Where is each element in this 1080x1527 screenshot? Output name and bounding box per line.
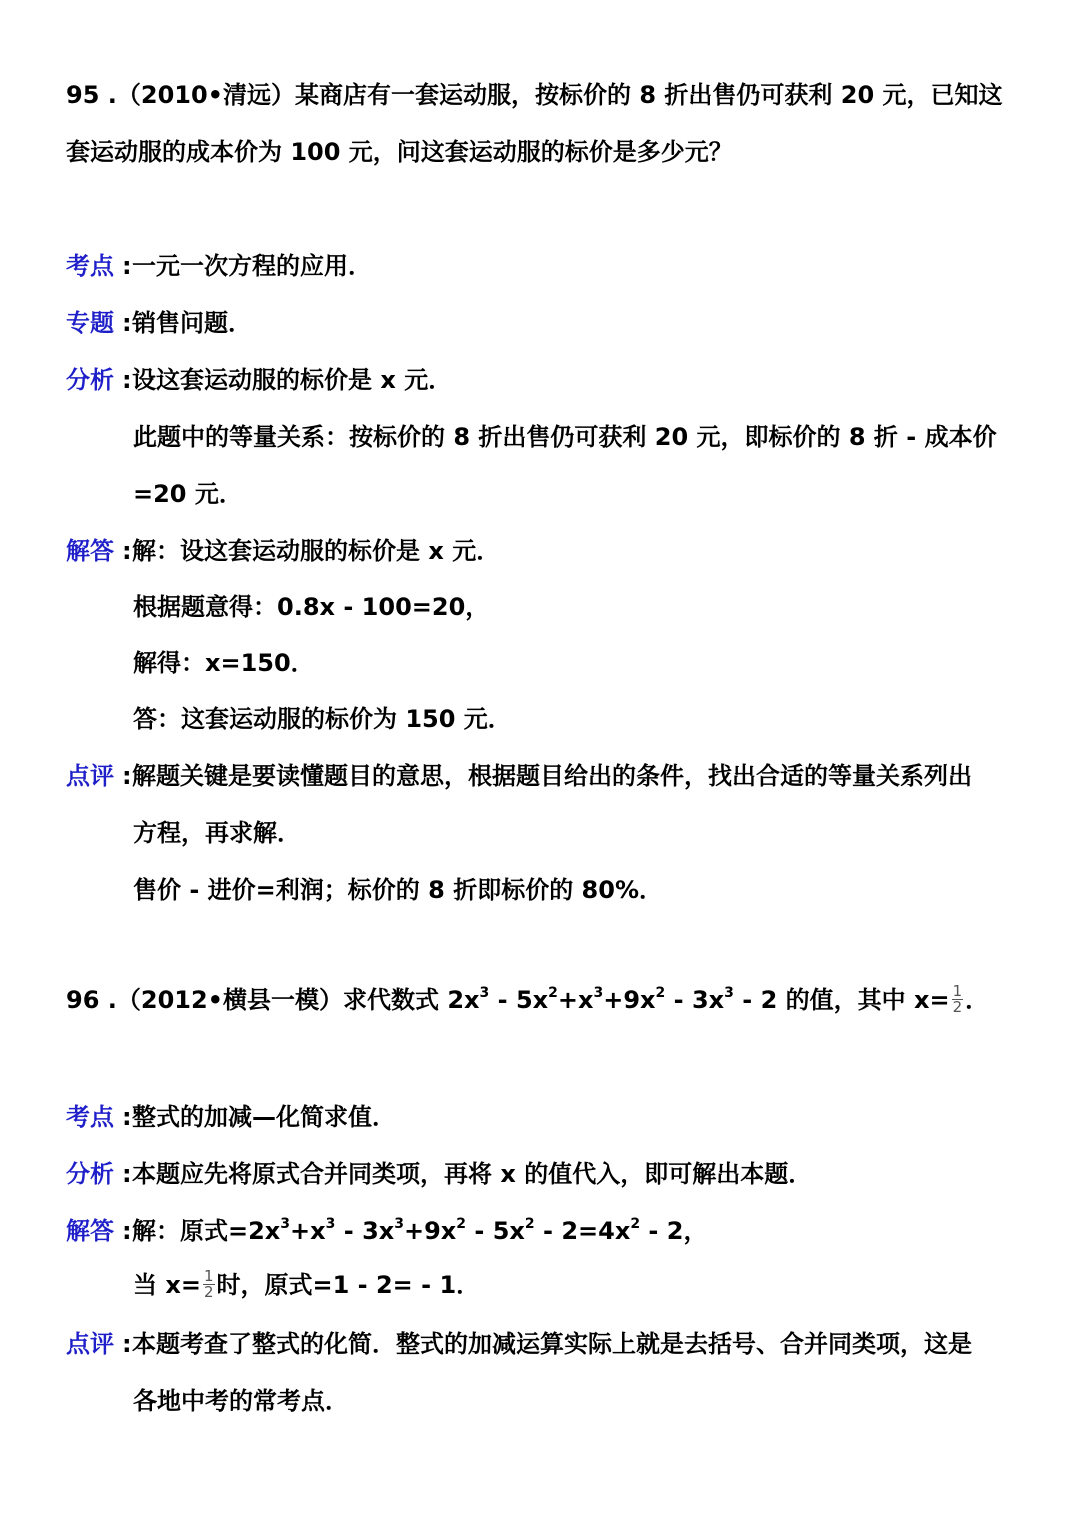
dianping-text: 解题关键是要读懂题目的意思，根据题目给出的条件，找出合适的等量关系列出 xyxy=(132,762,972,790)
q95-jieda-line-3: 解得：x=150． xyxy=(133,649,315,677)
fenxi-text: 设这套运动服的标价是 x 元． xyxy=(132,366,453,394)
zhuanti-label: 专题 xyxy=(66,309,114,337)
jieda-label: 解答 xyxy=(66,1217,114,1245)
kaodian-text: 整式的加减—化简求值． xyxy=(132,1103,396,1131)
q95-jieda-row: 解答 :解：设这套运动服的标价是 x 元． xyxy=(66,534,500,568)
dianping-label: 点评 xyxy=(66,1330,114,1358)
dianping-label: 点评 xyxy=(66,762,114,790)
q95-jieda-line-4: 答：这套运动服的标价为 150 元． xyxy=(133,705,512,733)
q95-dianping-line-3: 售价 - 进价=利润；标价的 8 折即标价的 80%． xyxy=(133,876,663,904)
fenxi-label: 分析 xyxy=(66,366,114,394)
q95-dianping-line-2: 方程，再求解． xyxy=(133,819,301,847)
q95-statement-line-2: 套运动服的成本价为 100 元，问这套运动服的标价是多少元？ xyxy=(66,138,733,166)
q96-dianping-row: 点评 :本题考查了整式的化简．整式的加减运算实际上就是去括号、合并同类项，这是 xyxy=(66,1327,972,1361)
fenxi-text: 本题应先将原式合并同类项，再将 x 的值代入，即可解出本题． xyxy=(132,1160,813,1188)
q96-dianping-line-2: 各地中考的常考点． xyxy=(133,1387,349,1415)
q95-dianping-row: 点评 :解题关键是要读懂题目的意思，根据题目给出的条件，找出合适的等量关系列出 xyxy=(66,759,972,793)
kaodian-text: 一元一次方程的应用． xyxy=(132,252,372,280)
fraction-one-half: $\frac{1}{2}$ xyxy=(203,1266,214,1301)
q95-jieda-line-2: 根据题意得：0.8x - 100=20， xyxy=(133,593,490,621)
jieda-label: 解答 xyxy=(66,537,114,565)
zhuanti-text: 销售问题． xyxy=(132,309,252,337)
q96-fenxi-row: 分析 :本题应先将原式合并同类项，再将 x 的值代入，即可解出本题． xyxy=(66,1157,812,1191)
q95-kaodian-row: 考点 :一元一次方程的应用． xyxy=(66,249,372,283)
kaodian-label: 考点 xyxy=(66,252,114,280)
q96-jieda-row: 解答 :解：原式$=2x^3+x^3 - 3x^3+9x^2 - 5x^2 - 2=4x^2 - 2$， xyxy=(66,1214,707,1248)
fraction-one-half: $\frac{1}{2}$ xyxy=(952,981,963,1016)
q96-kaodian-row: 考点 :整式的加减—化简求值． xyxy=(66,1100,396,1134)
q95-statement-line-1: 95 .（2010•清远）某商店有一套运动服，按标价的 8 折出售仍可获利 20 元，已知这 xyxy=(66,81,1003,109)
q95-fenxi-row: 分析 :设这套运动服的标价是 x 元． xyxy=(66,363,452,397)
q96-statement: 96 .（2012•横县一模）求代数式 $2x^3 - 5x^2+x^3+9x^2 - 3x^3 - 2$ 的值，其中 x= $\frac{1}{2}$ ． xyxy=(66,981,990,1016)
kaodian-label: 考点 xyxy=(66,1103,114,1131)
q95-fenxi-line-3: =20 元． xyxy=(133,480,243,508)
fenxi-label: 分析 xyxy=(66,1160,114,1188)
q95-fenxi-line-2: 此题中的等量关系：按标价的 8 折出售仍可获利 20 元，即标价的 8 折 - 成本价 xyxy=(133,423,997,451)
q96-jieda-line-2: 当 x= $\frac{1}{2}$ 时，原式=1 - 2= - 1． xyxy=(133,1266,481,1301)
jieda-text: 解：设这套运动服的标价是 x 元． xyxy=(132,537,501,565)
q95-zhuanti-row: 专题 :销售问题． xyxy=(66,306,252,340)
dianping-text: 本题考查了整式的化简．整式的加减运算实际上就是去括号、合并同类项，这是 xyxy=(132,1330,972,1358)
